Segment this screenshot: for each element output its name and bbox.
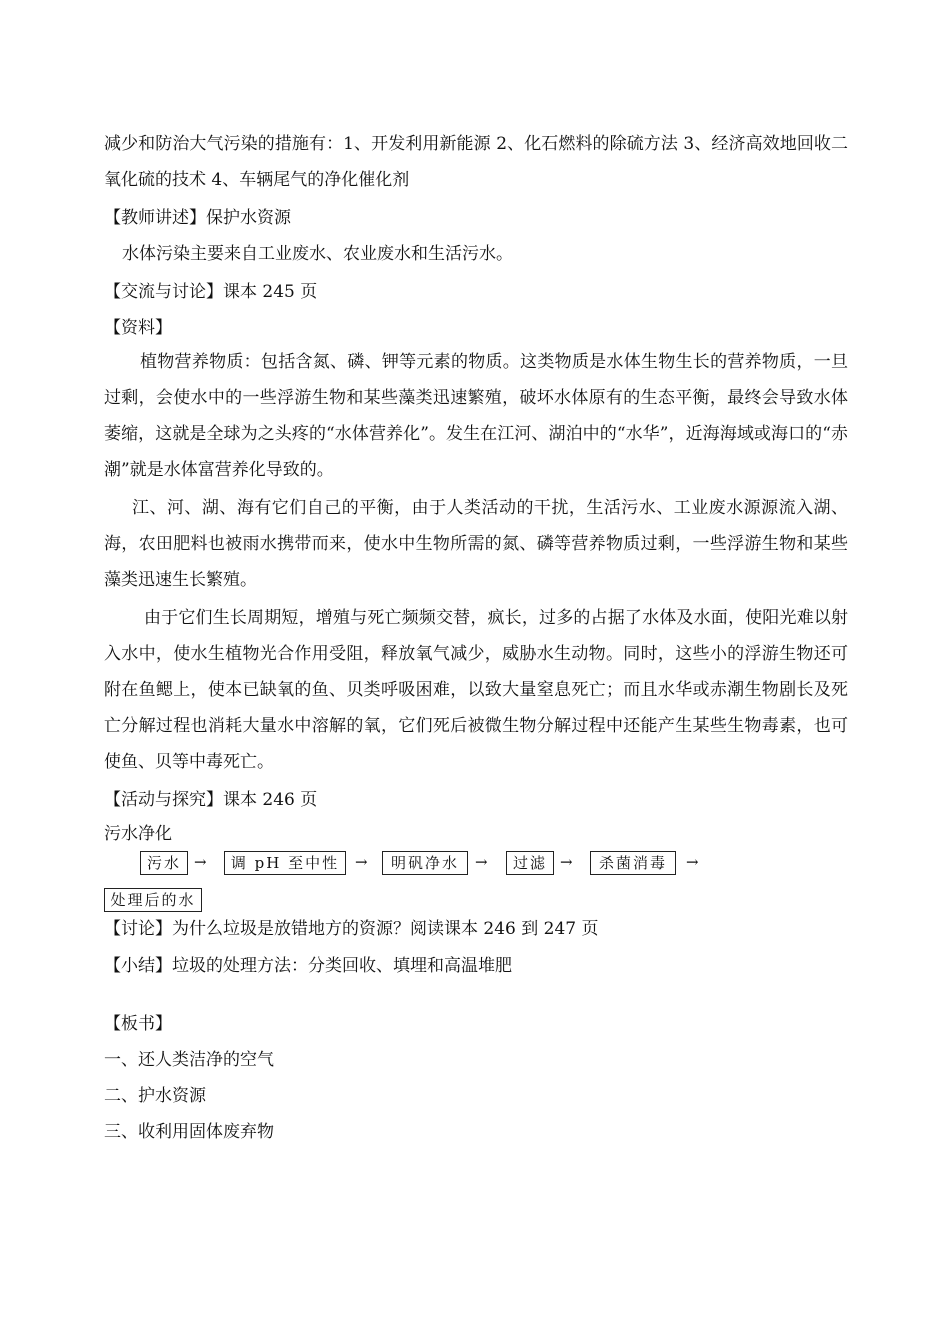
summary-line: 【小结】垃圾的处理方法：分类回收、填埋和高温堆肥 (104, 956, 512, 976)
material-paragraph-2: 江、河、湖、海有它们自己的平衡，由于人类活动的干扰，生活污水、工业废水源源流入湖、海，农田肥料也被雨水携带而来，使水中生物所需的氮、磷等营养物质过剩，一些浮游生物和某些藻类迅速生长繁殖。 (104, 498, 848, 590)
board-item-2: 二、护水资源 (104, 1086, 206, 1106)
board-item-1: 一、还人类洁净的空气 (104, 1050, 274, 1070)
flow-step-disinfect: 杀菌消毒 (590, 851, 676, 875)
sewage-purification-flowchart (104, 848, 724, 918)
material-paragraph-3: 由于它们生长周期短，增殖与死亡频频交替，疯长，过多的占据了水体及水面，使阳光难以射入水中，使水生植物光合作用受阻，释放氧气减少，威胁水生动物。同时，这些小的浮游生物还可附在鱼鳃上，使本已缺氧的鱼、贝类呼吸困难，以致大量窒息死亡；而且水华或赤潮生物剧长及死亡分解过程也消耗大量水中溶解的氧，它们死后被微生物分解过程中还能产生某些生物毒素，也可使鱼、贝等中毒死亡。 (104, 608, 848, 772)
discussion-line: 【讨论】为什么垃圾是放错地方的资源？阅读课本 246 到 247 页 (104, 919, 599, 939)
flow-arrow: → (560, 853, 573, 871)
sewage-purification-title: 污水净化 (104, 824, 172, 844)
flow-step-sewage: 污水 (140, 851, 188, 875)
activity-reference: 【活动与探究】课本 246 页 (104, 790, 318, 810)
board-heading: 【板书】 (104, 1014, 172, 1034)
flow-step-filter: 过滤 (506, 851, 554, 875)
flow-arrow: → (686, 853, 699, 871)
flow-step-alum: 明矾净水 (382, 851, 468, 875)
material-paragraph-1: 植物营养物质：包括含氮、磷、钾等元素的物质。这类物质是水体生物生长的营养物质，一旦过剩，会使水中的一些浮游生物和某些藻类迅速繁殖，破坏水体原有的生态平衡，最终会导致水体萎缩，这就是全球为之头疼的“水体营养化”。发生在江河、湖泊中的“水华”，近海海域或海口的“赤潮”就是水体富营养化导致的。 (104, 352, 848, 480)
intro-paragraph: 减少和防治大气污染的措施有：1、开发利用新能源 2、化石燃料的除硫方法 3、经济高效地回收二氧化硫的技术 4、车辆尾气的净化催化剂 (104, 134, 848, 190)
flow-arrow: → (475, 853, 488, 871)
flow-arrow: → (355, 853, 368, 871)
board-item-3: 三、收利用固体废弃物 (104, 1122, 274, 1142)
teacher-text: 水体污染主要来自工业废水、农业废水和生活污水。 (122, 244, 513, 264)
flow-step-treated-water: 处理后的水 (104, 888, 202, 912)
discussion-reference: 【交流与讨论】课本 245 页 (104, 282, 318, 302)
flow-arrow: → (194, 853, 207, 871)
flow-step-adjust-ph: 调 pH 至中性 (224, 851, 346, 875)
teacher-heading: 【教师讲述】保护水资源 (104, 208, 291, 228)
material-heading: 【资料】 (104, 318, 172, 338)
